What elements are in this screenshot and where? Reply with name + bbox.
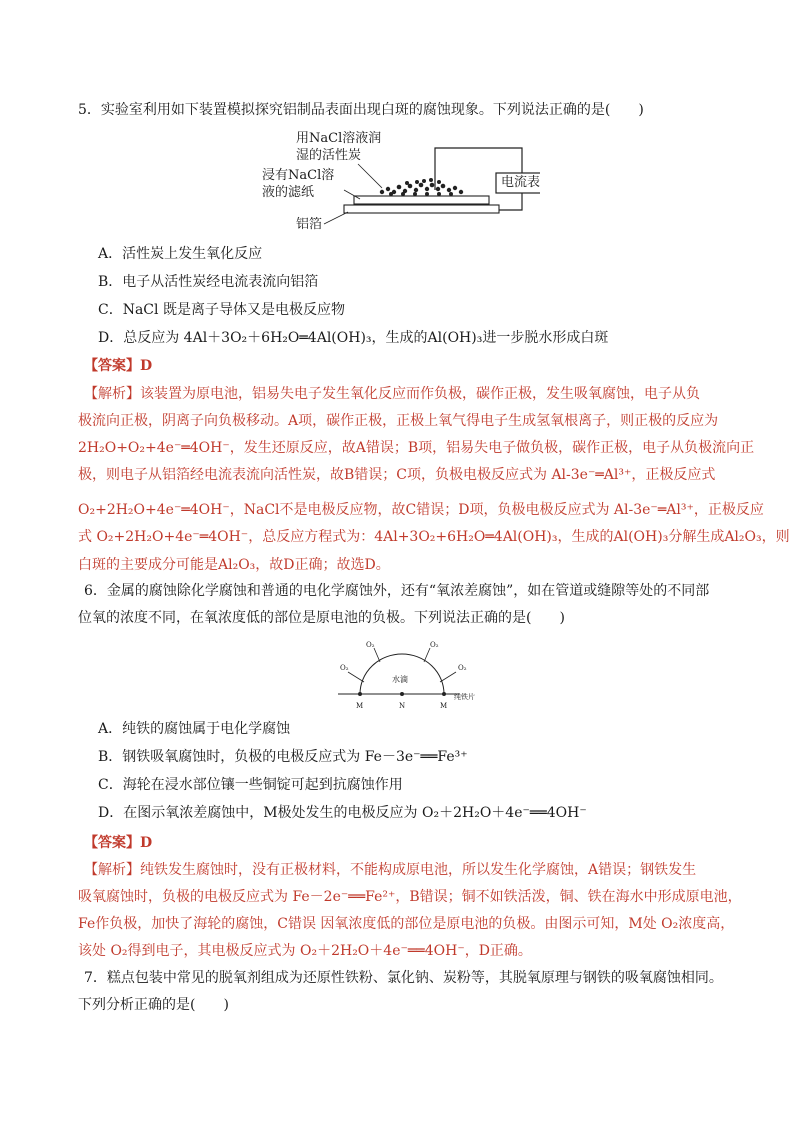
q6-analysis-line: Fe作负极，加快了海轮的腐蚀，C错误 因氧浓度低的部位是原电池的负极。由图示可知，M处 O₂浓度高， [78, 916, 735, 932]
o2-label: O₂ [340, 664, 349, 672]
label-paper-line2: 液的滤纸 [262, 185, 315, 200]
q5-answer: 【答案】D [84, 358, 153, 374]
q6-option-a: A．纯铁的腐蚀属于电化学腐蚀 [98, 721, 291, 737]
o2-label: O₂ [458, 664, 467, 672]
water-drop-label: 水滴 [392, 675, 408, 684]
point-label-n: N [399, 702, 406, 710]
label-ammeter: 电流表 [501, 175, 541, 190]
filter-paper [354, 196, 489, 204]
q6-oxygen-diagram [330, 632, 490, 712]
q5-option-d: D．总反应为 4Al＋3O₂＋6H₂O═4Al(OH)₃，生成的Al(OH)₃进一步脱水形成白斑 [98, 330, 609, 346]
q5-analysis-line: 式 O₂+2H₂O+4e⁻═4OH⁻，总反应方程式为：4Al+3O₂+6H₂O═4Al(OH)₃，生成的Al(OH)₃分解生成Al₂O₃，则 [78, 529, 790, 545]
q6-analysis-line: 【解析】纯铁发生腐蚀时，没有正极材料，不能构成原电池，所以发生化学腐蚀，A错误；钢铁发生 [84, 862, 697, 878]
q5-option-b: B．电子从活性炭经电流表流向铝箔 [98, 274, 319, 290]
point-label-m: M [356, 702, 364, 710]
q5-analysis-line: 白斑的主要成分可能是Al₂O₃，故D正确；故选D。 [78, 557, 390, 573]
o2-label: O₂ [366, 641, 375, 649]
q7-stem-line: 7．糕点包装中常见的脱氧剂组成为还原性铁粉、氯化钠、炭粉等，其脱氧原理与钢铁的吸氧腐蚀相同。 [84, 970, 723, 986]
q5-option-c: C．NaCl 既是离子导体又是电极反应物 [98, 302, 345, 318]
q5-stem: 5．实验室利用如下装置模拟探究铝制品表面出现白斑的腐蚀现象。下列说法正确的是( ) [78, 102, 644, 118]
aluminium-foil [344, 205, 499, 213]
iron-plate-label: 纯铁片 [454, 693, 475, 701]
q6-option-b: B．钢铁吸氧腐蚀时，负极的电极反应式为 Fe－3e⁻══Fe³⁺ [98, 749, 468, 765]
activated-carbon-pile [380, 178, 463, 196]
label-carbon-line2: 湿的活性炭 [296, 148, 362, 163]
q6-option-c: C．海轮在浸水部位镶一些铜锭可起到抗腐蚀作用 [98, 777, 403, 793]
q6-stem-line: 位氧的浓度不同，在氧浓度低的部位是原电池的负极。下列说法正确的是( ) [78, 610, 565, 626]
q7-stem-line: 下列分析正确的是( ) [78, 997, 229, 1013]
q6-stem-line: 6．金属的腐蚀除化学腐蚀和普通的电化学腐蚀外，还有“氧浓差腐蚀”，如在管道或缝隙等处的不同部 [84, 583, 710, 599]
q5-analysis-line: 【解析】该装置为原电池，铝易失电子发生氧化反应而作负极，碳作正极，发生吸氧腐蚀，电子从负 [84, 386, 700, 402]
q6-analysis-line: 该处 O₂得到电子，其电极反应式为 O₂＋2H₂O＋4e⁻══4OH⁻，D正确。 [78, 943, 532, 959]
label-paper-line1: 浸有NaCl溶 [262, 168, 335, 183]
q5-apparatus-diagram [260, 128, 540, 238]
q5-analysis-line: O₂+2H₂O+4e⁻═4OH⁻，NaCl不是电极反应物，故C错误；D项，负极电极反应式为 Al-3e⁻═Al³⁺，正极反应 [78, 502, 764, 518]
label-carbon-line1: 用NaCl溶液润 [296, 131, 382, 146]
q6-answer: 【答案】D [84, 835, 153, 851]
q6-option-d: D．在图示氧浓差腐蚀中，M极处发生的电极反应为 O₂＋2H₂O＋4e⁻══4OH⁻ [98, 805, 587, 821]
label-foil: 铝箔 [296, 217, 323, 232]
q6-analysis-line: 吸氧腐蚀时，负极的电极反应式为 Fe－2e⁻══Fe²⁺，B错误；铜不如铁活泼，铜、铁在海水中形成原电池， [78, 889, 742, 905]
q5-analysis-line: 极流向正极，阴离子向负极移动。A项，碳作正极，正极上氧气得电子生成氢氧根离子，则正极的反应为 [78, 413, 719, 429]
q5-option-a: A．活性炭上发生氧化反应 [98, 246, 263, 262]
q5-analysis-line: 2H₂O+O₂+4e⁻═4OH⁻，发生还原反应，故A错误；B项，铝易失电子做负极，碳作正极，电子从负极流向正 [78, 440, 755, 456]
point-label-m: M [440, 702, 448, 710]
o2-label: O₂ [430, 641, 439, 649]
q5-analysis-line: 极，则电子从铝箔经电流表流向活性炭，故B错误；C项，负极电极反应式为 Al-3e⁻═Al³⁺，正极反应式 [78, 467, 716, 483]
